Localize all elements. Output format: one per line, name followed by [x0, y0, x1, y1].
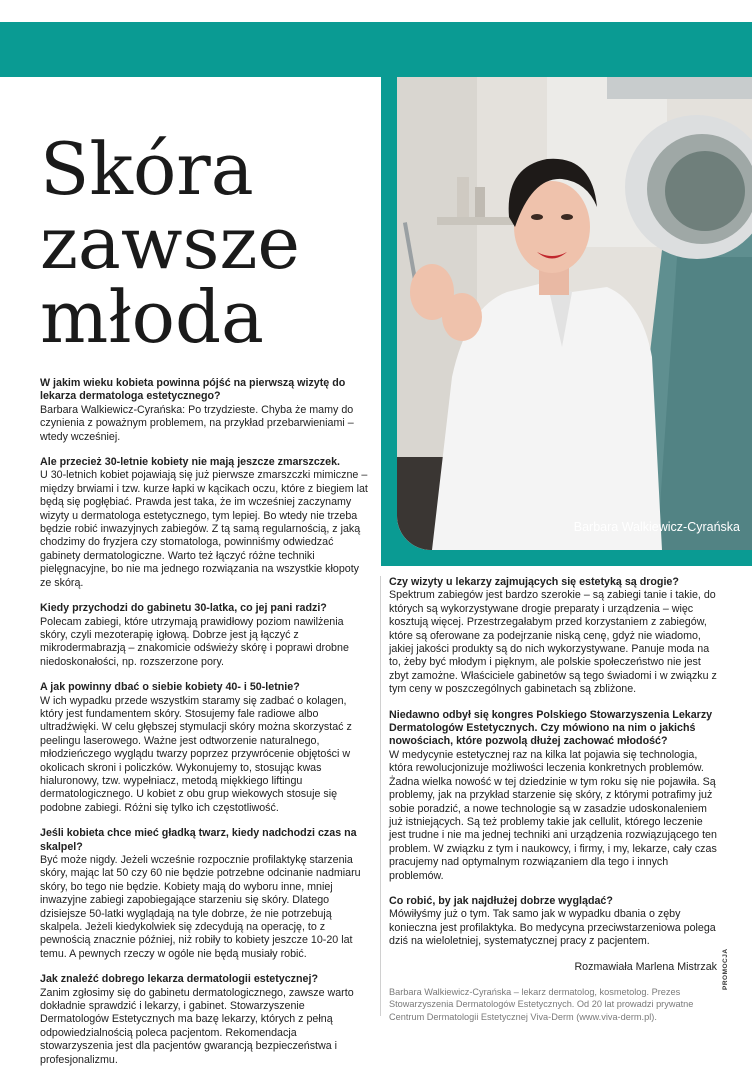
- interviewer-credit: Rozmawiała Marlena Mistrzak: [574, 960, 717, 973]
- right-article-column: [389, 576, 717, 1023]
- question-4: A jak powinny dbać o siebie kobiety 40- i 50-letnie?: [40, 681, 300, 694]
- answer-1: Barbara Walkiewicz-Cyrańska: Po trzydzieste. Chyba że mamy do czynienia z poważnym problemem, na przykład przebarwieniami – wtedy wcześniej.: [40, 403, 354, 443]
- question-9: Co robić, by jak najdłużej dobrze wyglądać?: [389, 894, 613, 907]
- column-divider: [380, 576, 381, 1016]
- title-line-1: Skóra: [40, 127, 254, 211]
- question-5: Jeśli kobieta chce mieć gładką twarz, kiedy nadchodzi czas na skalpel?: [40, 827, 357, 853]
- question-3: Kiedy przychodzi do gabinetu 30-latka, co jej pani radzi?: [40, 602, 327, 615]
- question-2: Ale przecież 30-letnie kobiety nie mają jeszcze zmarszczek.: [40, 456, 340, 469]
- author-bio: Barbara Walkiewicz-Cyrańska – lekarz dermatolog, kosmetolog. Prezes Stowarzyszenia Dermatologów Estetycznych. Od 20 lat prowadzi prywatne Centrum Dermatologii Estetycznej Viva-Derm (www.viva-derm.pl).: [389, 986, 694, 1022]
- portrait-photo: [397, 77, 752, 550]
- photo-caption: Barbara Walkiewicz-Cyrańska: [573, 520, 740, 534]
- answer-3: Polecam zabiegi, które utrzymają prawidłowy poziom nawilżenia skóry, czyli mezoterapię igłową. Dobrze jest ją łączyć z mikrodermabrazją – znakomicie odświeży skórę i poprawi drobne niedoskonałości, np. rozszerzone pory.: [40, 615, 349, 668]
- answer-6: Zanim zgłosimy się do gabinetu dermatologicznego, zawsze warto dokładnie sprawdzić i lekarzy, i gabinet. Stowarzyszenie Dermatologów Estetycznych ma bazę lekarzy, których z pełną odpowiedzialnością poleca pacjentom. Rekomendacja stowarzyszenia jest dla pacjentów gwarancją bezpieczeństwa i profesjonalizmu.: [40, 986, 354, 1066]
- answer-2: U 30-letnich kobiet pojawiają się już pierwsze zmarszczki mimiczne – między brwiami i tzw. kurze łapki w kącikach oczu, które z biegiem lat będą się pogłębiać. Prawda jest taka, że im wcześniej zaczynamy wizyty u dermatologa estetycznego, tym lepiej. Bo wtedy nie trzeba będzie robić inwazyjnych zabiegów. Z tą samą regularnością, z jaką chodzimy do fryzjera czy stomatologa, powinniśmy odwiedzać gabinety dermatologiczne. Warto też łączyć różne techniki pielęgnacyjne, bo nie ma jednego rozwiązania na wszystkie kłopoty ze skórą.: [40, 469, 368, 589]
- portrait-photo-frame: [381, 77, 752, 566]
- question-6: Jak znaleźć dobrego lekarza dermatologii estetycznej?: [40, 973, 318, 986]
- top-color-band: [0, 22, 752, 77]
- question-1: W jakim wieku kobieta powinna pójść na pierwszą wizytę do lekarza dermatologa estetycznego?: [40, 377, 346, 403]
- answer-9: Mówiłyśmy już o tym. Tak samo jak w wypadku dbania o zęby konieczna jest profilaktyka. Bo medycyna przeciwstarzeniowa polega dziś na wieloletniej, systematycznej pracy z pacjentem.: [389, 908, 716, 948]
- question-7: Czy wizyty u lekarzy zajmujących się estetyką są drogie?: [389, 576, 679, 588]
- promotion-tag: PROMOCJA: [722, 948, 729, 990]
- doctor-portrait-illustration: [397, 77, 752, 550]
- left-article-column: [40, 377, 368, 1079]
- article-title: [40, 127, 300, 359]
- answer-4: W ich wypadku przede wszystkim staramy się zadbać o kolagen, który jest fundamentem skóry. Stosujemy fale radiowe albo ultradźwięki. W celu głębszej stymulacji skóry można skorzystać z peelingu laserowego. Ważne jest odtworzenie naturalnego, młodzieńczego wyglądu twarzy poprzez przywrócenie objętości w okolicach skroni i policzków. Wykonujemy to, stosując kwas hialuronowy, tzw. wypełniacz, metodą miękkiego liftingu dermatologicznego. U kobiet z obu grup wiekowych stosuje się podobne zabiegi. Różni się tylko ich częstotliwość.: [40, 694, 352, 814]
- answer-5: Być może nigdy. Jeżeli wcześnie rozpocznie profilaktykę starzenia skóry, mając lat 50 czy 60 nie będzie potrzebne odcinanie nadmiaru skóry, bo tego nie będzie. Kobiety mają do wyboru inne, mniej inwazyjne zabiegi zapobiegające starzeniu się skóry. Dlatego dzisiejsze 50-latki wyglądają na tyle dobrze, że nie potrzebują skalpela. Jeżeli kiedykolwiek się zdecydują na operację, to z pewnością znacznie później, niż robiły to kobiety jeszcze 10-20 lat temu. A pewnych rzeczy w ogóle nie będą musiały robić.: [40, 854, 361, 960]
- answer-7: Spektrum zabiegów jest bardzo szerokie – są zabiegi tanie i takie, do których są wykorzystywane drogie preparaty i urządzenia – więc kosztują więcej. Przestrzegałabym przed korzystaniem z zabiegów, które są oferowane za podejrzanie niską cenę, gdyż nie wiadomo, jakiej jakości produkty są do nich wykorzystywane. Panuje moda na to, żeby być młodym i pięknym, ale polskie społeczeństwo nie jest zbyt zamożne. Właściciele gabinetów są tego świadomi i w związku z tym ceny w poszczególnych gabinetach są zbliżone.: [389, 589, 717, 696]
- answer-8: W medycynie estetycznej raz na kilka lat pojawia się technologia, która rewolucjonizuje możliwości leczenia konkretnych problemów. Żadna wielka nowość w tej dziedzinie w tym roku się nie pojawiła. Są problemy, jak na przykład starzenie się skóry, z którymi potrafimy już sobie poradzić, a nowe technologie są w zasadzie udoskonaleniem już istniejących. Są też problemy takie jak cellulit, którego leczenie jest trudne i nie ma jednej techniki ani urządzenia rozwiązującego ten problem. W związku z tym i naukowcy, i firmy, i my, lekarze, cały czas pracujemy nad optymalnym rozwiązaniem dla tego i innych problemów.: [389, 748, 717, 882]
- title-line-2: zawsze: [40, 201, 300, 285]
- question-8: Niedawno odbył się kongres Polskiego Stowarzyszenia Lekarzy Dermatologów Estetycznych. Czy mówiono na nim o jakichś nowościach, które pozwolą dłużej zachować młodość?: [389, 708, 713, 748]
- title-line-3: młoda: [40, 275, 264, 359]
